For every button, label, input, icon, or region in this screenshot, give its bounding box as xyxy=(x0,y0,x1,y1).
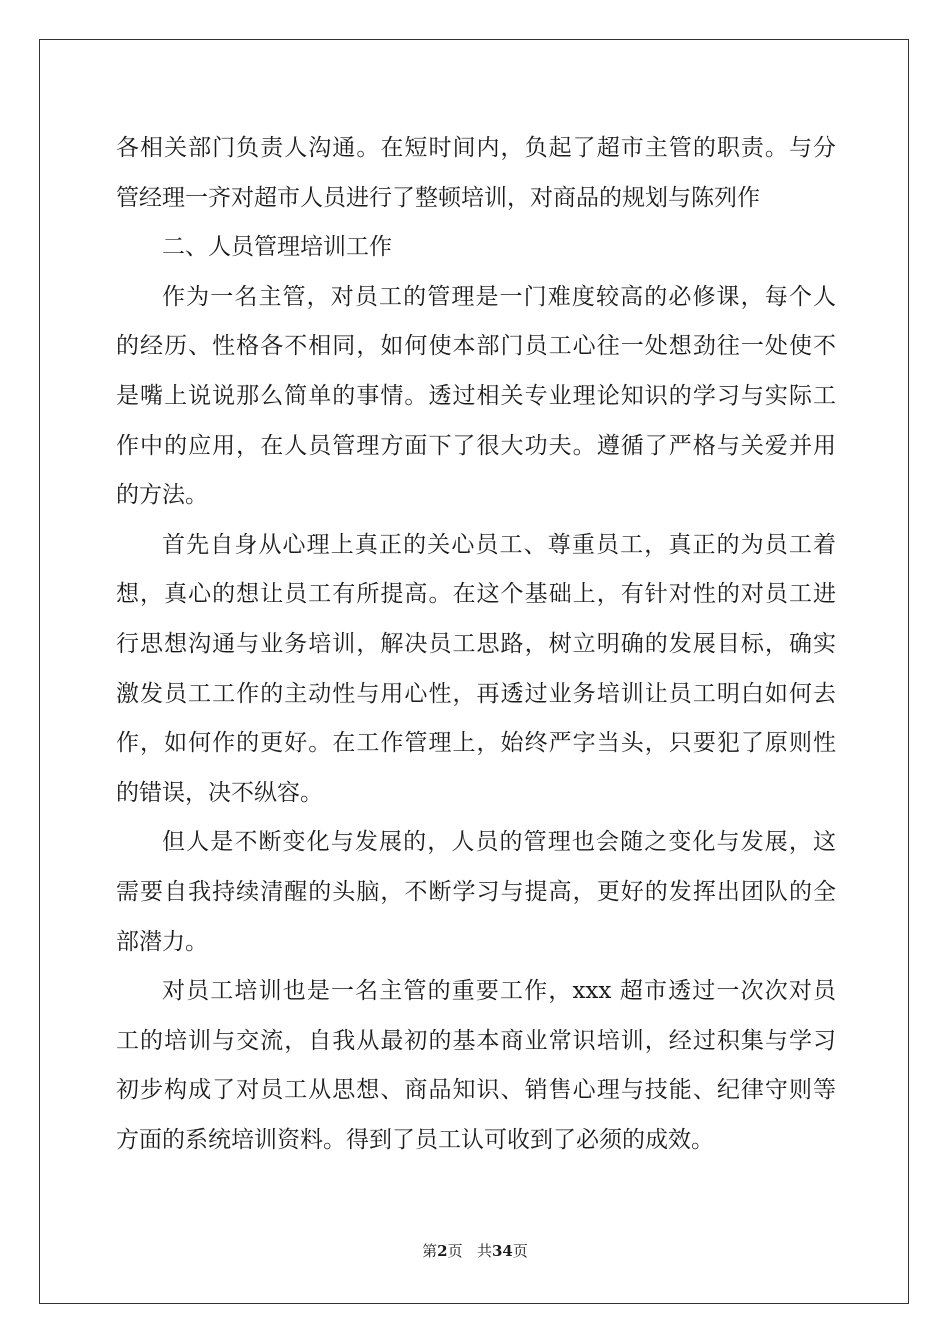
text-line: 对员工培训也是一名主管的重要工作，xxx 超市透过一次次对员 xyxy=(162,978,836,1005)
text-line: 需要自我持续清醒的头脑，不断学习与提高，更好的发挥出团队的全 xyxy=(116,878,836,905)
document-body xyxy=(116,128,836,1169)
text-line: 的方法。 xyxy=(116,482,208,509)
total-pages: 34 xyxy=(491,1242,513,1260)
text-line: 的经历、性格各不相同，如何使本部门员工心往一处想劲往一处使不 xyxy=(116,333,836,360)
page-suffix: 页 xyxy=(447,1242,463,1260)
text-line: 初步构成了对员工从思想、商品知识、销售心理与技能、纪律守则等 xyxy=(116,1077,836,1104)
page-prefix: 第 xyxy=(422,1242,438,1260)
text-line: 想，真心的想让员工有所提高。在这个基础上，有针对性的对员工进 xyxy=(116,581,836,608)
text-line: 各相关部门负责人沟通。在短时间内，负起了超市主管的职责。与分 xyxy=(116,135,836,161)
text-line: 是嘴上说说那么简单的事情。透过相关专业理论知识的学习与实际工 xyxy=(116,382,836,409)
section-heading: 二、人员管理培训工作 xyxy=(162,234,392,261)
text-line: 行思想沟通与业务培训，解决员工思路，树立明确的发展目标，确实 xyxy=(116,630,836,657)
text-line: 的错误，决不纵容。 xyxy=(116,779,323,806)
page-number: 2 xyxy=(437,1242,448,1260)
text-line: 作中的应用，在人员管理方面下了很大功夫。遵循了严格与关爱并用 xyxy=(116,432,836,459)
text-line: 作，如何作的更好。在工作管理上，始终严字当头，只要犯了原则性 xyxy=(116,730,836,757)
text-line: 但人是不断变化与发展的，人员的管理也会随之变化与发展，这 xyxy=(162,829,836,856)
text-line: 激发员工工作的主动性与用心性，再透过业务培训让员工明白如何去 xyxy=(116,680,836,707)
total-suffix: 页 xyxy=(512,1242,528,1260)
page-footer xyxy=(0,1241,950,1261)
text-line: 作为一名主管，对员工的管理是一门难度较高的必修课，每个人 xyxy=(162,283,836,310)
text-line: 首先自身从心理上真正的关心员工、尊重员工，真正的为员工着 xyxy=(162,531,836,558)
text-line: 部潜力。 xyxy=(116,928,208,955)
text-line: 方面的系统培训资料。得到了员工认可收到了必须的成效。 xyxy=(116,1126,714,1153)
text-line: 工的培训与交流，自我从最初的基本商业常识培训，经过积集与学习 xyxy=(116,1027,836,1054)
total-prefix: 共 xyxy=(476,1242,492,1260)
text-line: 管经理一齐对超市人员进行了整顿培训，对商品的规划与陈列作 xyxy=(116,184,760,211)
